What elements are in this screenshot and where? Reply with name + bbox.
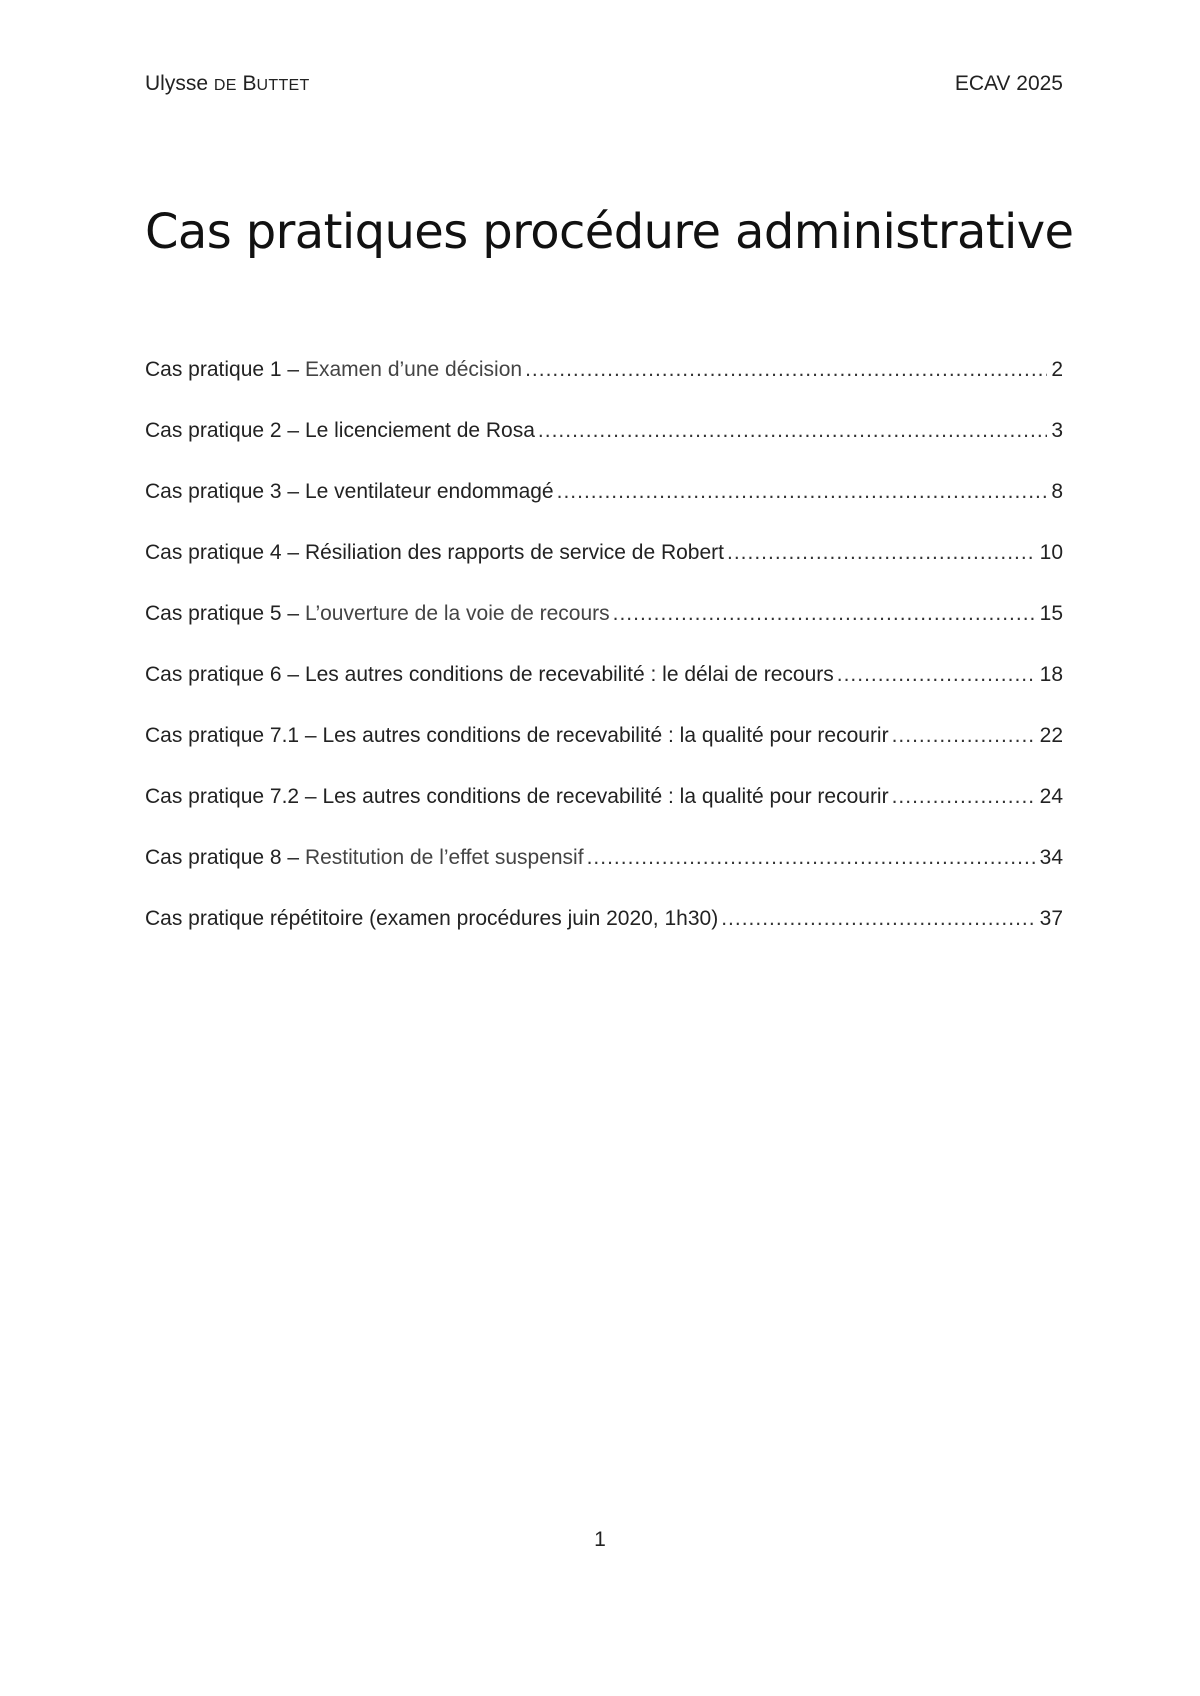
toc-page-number: 10 <box>1039 541 1063 564</box>
toc-entry[interactable] <box>145 785 1063 846</box>
header-author <box>145 72 310 96</box>
toc-leader-dots <box>525 358 1047 382</box>
toc-entry-label <box>145 846 584 870</box>
toc-page-number: 2 <box>1051 358 1063 381</box>
toc-entry-prefix: Cas pratique 5 – <box>145 602 300 625</box>
toc-entry-label <box>145 724 889 748</box>
toc-entry-text: Le licenciement de Rosa <box>299 419 535 442</box>
toc-entry-text: L’ouverture de la voie de recours <box>299 602 610 625</box>
toc-entry-text: Les autres conditions de recevabilité : le délai de recours <box>299 663 834 686</box>
toc-entry-label <box>145 419 535 443</box>
toc-entry-label <box>145 785 889 809</box>
toc-leader-dots <box>587 846 1036 870</box>
toc-entry-prefix: Cas pratique 3 – <box>145 480 300 503</box>
toc-entry[interactable] <box>145 907 1063 968</box>
toc-entry-prefix: Cas pratique répétitoire <box>145 907 364 930</box>
page-number-footer: 1 <box>594 1528 606 1551</box>
document-title: Cas pratiques procédure administrative <box>145 204 1074 260</box>
toc-entry-prefix: Cas pratique 6 – <box>145 663 300 686</box>
toc-entry-label <box>145 541 724 565</box>
toc-entry-label <box>145 480 554 504</box>
toc-page-number: 8 <box>1051 480 1063 503</box>
toc-entry[interactable] <box>145 663 1063 724</box>
toc-entry-prefix: Cas pratique 8 – <box>145 846 300 869</box>
table-of-contents <box>145 358 1063 968</box>
toc-page-number: 24 <box>1039 785 1063 808</box>
toc-leader-dots <box>613 602 1036 626</box>
toc-entry-prefix: Cas pratique 7.1 – <box>145 724 317 747</box>
toc-entry-text: Résiliation des rapports de service de Robert <box>299 541 724 564</box>
toc-leader-dots <box>892 724 1036 748</box>
author-first-name: Ulysse <box>145 72 209 95</box>
toc-entry-text: Examen d’une décision <box>299 358 523 381</box>
toc-entry-text: Restitution de l’effet suspensif <box>299 846 584 869</box>
toc-entry-text: Les autres conditions de recevabilité : la qualité pour recourir <box>316 785 889 808</box>
toc-entry[interactable] <box>145 846 1063 907</box>
toc-entry[interactable] <box>145 602 1063 663</box>
toc-leader-dots <box>538 419 1047 443</box>
toc-entry-prefix: Cas pratique 4 – <box>145 541 300 564</box>
toc-page-number: 18 <box>1039 663 1063 686</box>
toc-page-number: 22 <box>1039 724 1063 747</box>
toc-page-number: 3 <box>1051 419 1063 442</box>
toc-page-number: 37 <box>1039 907 1063 930</box>
author-last-initial: B <box>242 72 257 95</box>
toc-entry-prefix: Cas pratique 7.2 – <box>145 785 317 808</box>
toc-entry[interactable] <box>145 541 1063 602</box>
toc-leader-dots <box>892 785 1036 809</box>
page-header <box>145 72 1063 102</box>
author-particle: DE <box>213 77 237 94</box>
toc-entry-text: Les autres conditions de recevabilité : la qualité pour recourir <box>316 724 889 747</box>
toc-entry-text: (examen procédures juin 2020, 1h30) <box>363 907 719 930</box>
toc-leader-dots <box>557 480 1048 504</box>
toc-entry[interactable] <box>145 358 1063 419</box>
toc-leader-dots <box>721 907 1035 931</box>
header-course: ECAV 2025 <box>954 72 1063 95</box>
toc-leader-dots <box>837 663 1036 687</box>
toc-entry-label <box>145 663 834 687</box>
toc-entry-prefix: Cas pratique 2 – <box>145 419 300 442</box>
toc-entry[interactable] <box>145 724 1063 785</box>
toc-entry-text: Le ventilateur endommagé <box>299 480 554 503</box>
toc-entry-label <box>145 602 610 626</box>
toc-entry-label <box>145 358 522 382</box>
toc-entry[interactable] <box>145 419 1063 480</box>
author-last-rest: UTTET <box>256 77 310 94</box>
toc-leader-dots <box>727 541 1036 565</box>
toc-page-number: 34 <box>1039 846 1063 869</box>
toc-entry-prefix: Cas pratique 1 – <box>145 358 300 381</box>
toc-page-number: 15 <box>1039 602 1063 625</box>
toc-entry-label <box>145 907 718 931</box>
toc-entry[interactable] <box>145 480 1063 541</box>
